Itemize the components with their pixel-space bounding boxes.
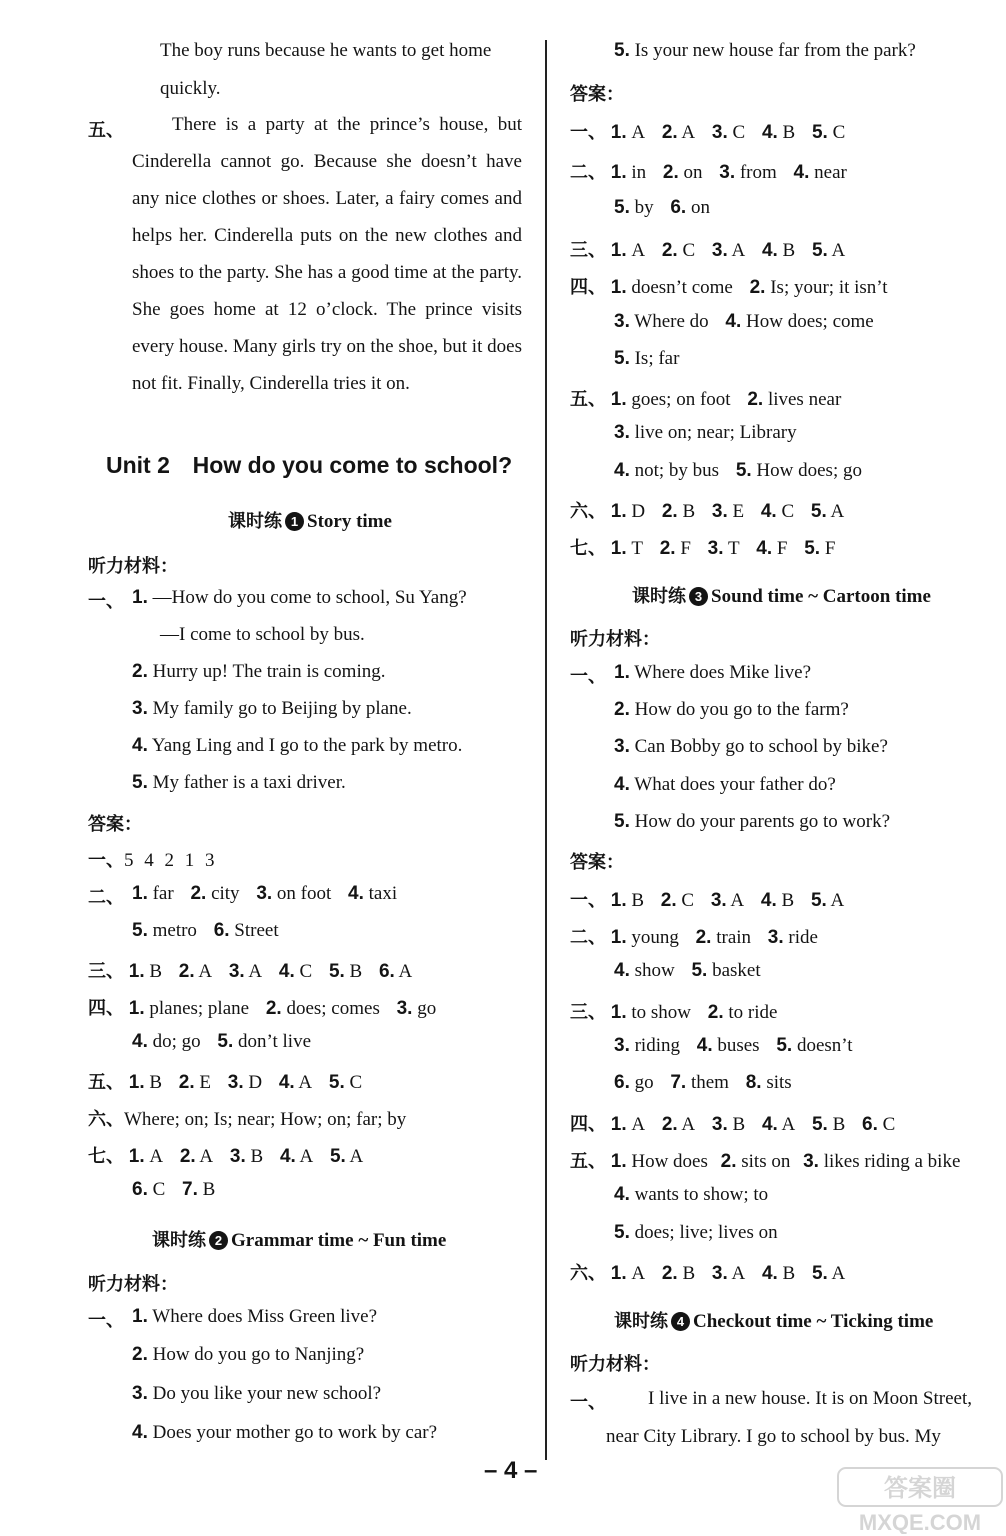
answer-row: 5. by 6. on [614,197,710,218]
list-item: 3. Can Bobby go to school by bike? [614,736,888,757]
answer-row: 五、 1. How does 2. sits on 3. likes riding a bike [570,1151,961,1172]
column-divider [545,40,547,1460]
list-item: 1. Where does Mike live? [614,662,812,683]
unit-heading [106,452,512,479]
lesson-title: Grammar time ~ Fun time [231,1230,447,1251]
lesson-number-badge: 4 [671,1312,690,1331]
listening-label: 听力材料： [570,1354,660,1375]
lesson-number-badge: 3 [689,587,708,606]
lesson-prefix: 课时练 [632,586,686,607]
list-item: —I come to school by bus. [160,624,365,645]
list-item: 1. Where does Miss Green live? [132,1306,378,1327]
answer-row: 五、 1. goes; on foot 2. lives near [570,389,842,410]
answer-row: 4. wants to show; to [614,1184,769,1205]
answers-label: 答案： [570,84,624,105]
lesson-2-heading [152,1226,446,1252]
answer-row: 1. far 2. city 3. on foot 4. taxi [132,883,398,904]
unit-number: Unit 2 [106,452,170,478]
passage-line-2: near City Library. I go to school by bus. My [606,1426,941,1447]
watermark-logo-text: 答案圈 [884,1474,956,1502]
list-item: 2. Hurry up! The train is coming. [132,661,386,682]
answer-row: 3. riding 4. buses 5. doesn’t [614,1035,853,1056]
answer-row: 5. does; live; lives on [614,1222,778,1243]
list-item: 一、 [88,1310,124,1331]
answer-row: 4. show 5. basket [614,960,761,981]
watermark-url: MXQE.COM [858,1510,982,1534]
list-item: 5. My father is a taxi driver. [132,772,346,793]
answers-label: 答案： [570,852,624,873]
list-item: 5. How do your parents go to work? [614,811,891,832]
answers-label: 答案： [88,814,142,835]
answer-row: 六、 1. A 2. B 3. A 4. B 5. A [570,1263,846,1284]
lesson-prefix: 课时练 [228,511,282,532]
story-end-line-2: quickly. [160,78,221,99]
answer-row: 二、 1. in 2. on 3. from 4. near [570,162,847,183]
answer-row: 四、 1. A 2. A 3. B 4. A 5. B 6. C [570,1114,896,1135]
list-item: 一、 [570,666,606,687]
unit-title: How do you come to school? [192,452,513,478]
listening-label: 听力材料： [570,629,660,650]
answer-row: 七、 1. T 2. F 3. T 4. F 5. F [570,538,836,559]
answer-row: 4. not; by bus 5. How does; go [614,460,862,481]
page-number: – 4 – [484,1457,538,1484]
lesson-title: Checkout time ~ Ticking time [693,1311,934,1332]
answer-row: 三、 1. to show 2. to ride [570,1002,778,1023]
list-item: 一、 [88,591,124,612]
list-item: 1. —How do you come to school, Su Yang? [132,587,467,608]
answer-row: 4. do; go 5. don’t live [132,1031,312,1052]
lesson-1-heading [228,507,392,533]
listening-label: 听力材料： [88,556,178,577]
lesson-prefix: 课时练 [152,1230,206,1251]
section-label-yi: 一、 [570,1392,606,1413]
section-label-wu: 五、 [88,120,124,141]
passage-line-1: I live in a new house. It is on Moon Street, [648,1388,973,1409]
answer-row: 三、 1. A 2. C 3. A 4. B 5. A [570,240,846,261]
answer-row: 二、 1. young 2. train 3. ride [570,927,818,948]
answer-row: 5. Is; far [614,348,680,369]
answer-row: 一、5 4 2 1 3 [88,850,215,871]
answer-row: 四、 1. doesn’t come 2. Is; your; it isn’t [570,277,888,298]
lesson-4-heading [614,1307,933,1333]
answer-row: 二、 [88,887,124,908]
answer-row: 六、 1. D 2. B 3. E 4. C 5. A [570,501,845,522]
answer-row: 四、 1. planes; plane 2. does; comes 3. go [88,998,437,1019]
lesson-title: Sound time ~ Cartoon time [711,586,931,607]
answer-row: 5. metro 6. Street [132,920,279,941]
answer-row: 一、 1. A 2. A 3. C 4. B 5. C [570,122,846,143]
answer-row: 一、 1. B 2. C 3. A 4. B 5. A [570,890,845,911]
lesson-3-heading [632,582,931,608]
watermark-logo [836,1466,1004,1534]
cinderella-summary: There is a party at the prince’s house, but Cinderella cannot go. Because she doesn’t have any nice clothes or shoes. Later, a fairy comes and helps her. Cinderella puts on the new clothes and shoes to the party. She has a good time at the party. She goes home at 12 o’clock. The prince visits every house. Many girls try on the shoe, but it does not fit. Finally, Cinderella tries it on. [132,114,522,394]
answer-row: 6. go 7. them 8. sits [614,1072,792,1093]
list-item: 4. Does your mother go to work by car? [132,1422,438,1443]
story-end-line-1: The boy runs because he wants to get home [160,40,492,61]
lesson-prefix: 课时练 [614,1311,668,1332]
list-item: 2. How do you go to the farm? [614,699,849,720]
answer-row: 3. live on; near; Library [614,422,797,443]
answer-row: 6. C 7. B [132,1179,216,1200]
answer-row: 七、 1. A 2. A 3. B 4. A 5. A [88,1146,364,1167]
lesson-number-badge: 1 [285,512,304,531]
list-item: 5. Is your new house far from the park? [614,40,916,61]
list-item: 3. Do you like your new school? [132,1383,382,1404]
list-item: 3. My family go to Beijing by plane. [132,698,412,719]
answer-row: 三、 1. B 2. A 3. A 4. C 5. B 6. A [88,961,413,982]
listening-label: 听力材料： [88,1274,178,1295]
answer-row: 六、Where; on; Is; near; How; on; far; by [88,1109,407,1130]
list-item: 4. Yang Ling and I go to the park by metro. [132,735,463,756]
list-item: 4. What does your father do? [614,774,836,795]
lesson-title: Story time [307,511,392,532]
list-item: 2. How do you go to Nanjing? [132,1344,365,1365]
answer-row: 3. Where do 4. How does; come [614,311,874,332]
answer-row: 五、 1. B 2. E 3. D 4. A 5. C [88,1072,363,1093]
lesson-number-badge: 2 [209,1231,228,1250]
